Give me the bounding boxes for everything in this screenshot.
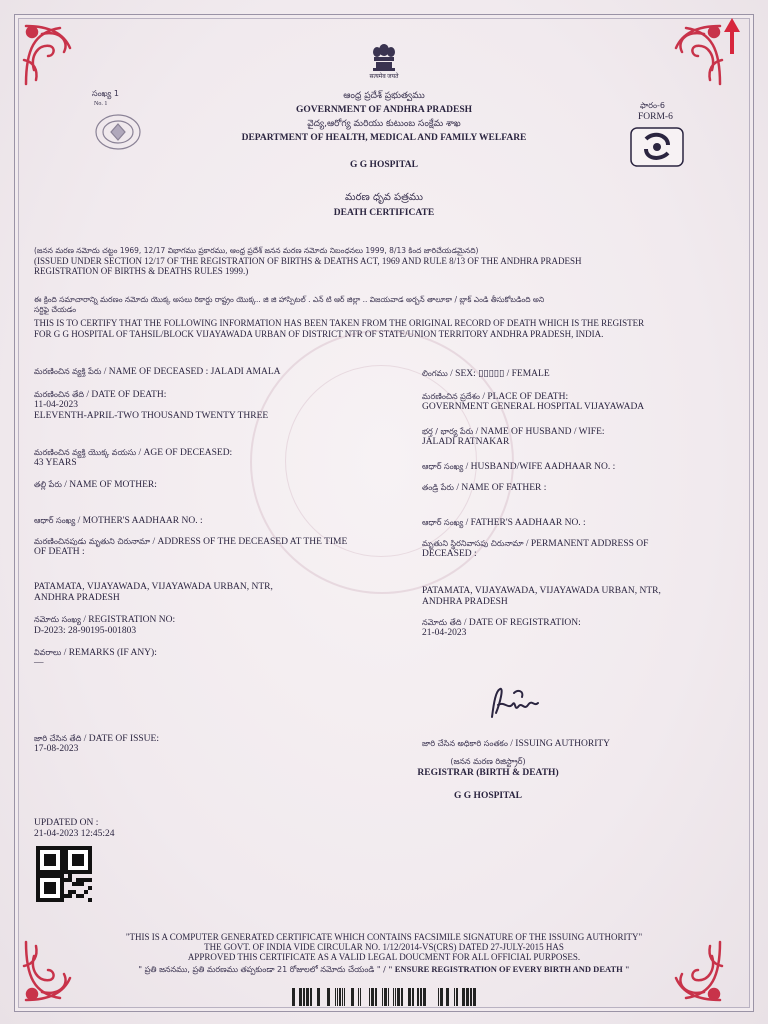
date-of-death-value: 11-04-2023: [34, 400, 78, 410]
issued-under-english-1: (ISSUED UNDER SECTION 12/17 OF THE REGISTRATION OF BIRTHS & DEATHS ACT, 1969 AND RULE 8/13 OF THE ANDHRA PRADESH: [34, 256, 582, 266]
barcode-icon: [290, 988, 480, 1006]
mother-name-row: [34, 479, 157, 491]
spouse-aadhaar-row: [422, 461, 615, 473]
place-of-death-value: GOVERNMENT GENERAL HOSPITAL VIJAYAWADA: [422, 402, 645, 412]
age-label: / AGE OF DECEASED:: [138, 448, 233, 458]
permanent-address-value-line-2: ANDHRA PRADESH: [422, 597, 508, 607]
footer-note-4-english: " ENSURE REGISTRATION OF EVERY BIRTH AND DEATH ": [387, 964, 630, 974]
deceased-name-row: [34, 366, 281, 378]
ap-state-seal-icon: [93, 112, 143, 157]
issuing-authority-label: / ISSUING AUTHORITY: [510, 739, 611, 749]
father-aadhaar-label: / FATHER'S AADHAAR NO. :: [465, 518, 586, 528]
permanent-address-label: / PERMANENT ADDRESS OF: [525, 539, 649, 549]
registration-date-value: 21-04-2023: [422, 628, 467, 638]
gov-title-english: GOVERNMENT OF ANDHRA PRADESH: [295, 105, 473, 115]
registration-no-value: D-2023: 28-90195-001803: [34, 626, 137, 636]
father-aadhaar-label-telugu: ఆధార్ సంఖ్య: [422, 518, 464, 527]
issue-date-label: / DATE OF ISSUE:: [83, 734, 159, 744]
form-label-english: FORM-6: [638, 112, 673, 122]
remarks-row: [34, 647, 157, 659]
issuing-authority-label-telugu: జారి చేసిన అధికారి సంతకం: [422, 739, 508, 748]
footer-note-1: "THIS IS A COMPUTER GENERATED CERTIFICATE WHICH CONTAINS FACSIMILE SIGNATURE OF THE ISSUING AUTHORITY": [125, 932, 643, 942]
place-of-death-label-telugu: మరణించిన ప్రదేశం: [422, 392, 480, 401]
mother-aadhaar-row: [34, 515, 203, 527]
footer-note-3: APPROVED THIS CERTIFICATE AS A VALID LEGAL DOUCMENT FOR ALL OFFICIAL PURPOSES.: [187, 952, 581, 962]
issue-date-label-telugu: జారి చేసిన తేది: [34, 734, 82, 743]
sex-row: [422, 368, 550, 380]
footer-note-4: [34, 964, 734, 975]
address-label-telugu: మరణించినపుడు మృతుని చిరునామా: [34, 537, 151, 546]
certify-telugu-1: ఈ క్రింది సమాచారాన్ని మరణం నమోదు యొక్క అసలు రికార్డు రాష్ట్రం యొక్క.. జి జి హాస్పిటల్ . ఎన్ టి ఆర్ జిల్లా .. విజయవాడ అర్బన్ తాలూకా / బ్లాక్ ఎండి తీసుకోబడింది అని: [34, 295, 545, 304]
date-of-death-words: ELEVENTH-APRIL-TWO THOUSAND TWENTY THREE: [34, 411, 269, 421]
father-aadhaar-row: [422, 517, 586, 529]
crs-logo-icon: [630, 127, 684, 172]
issuing-authority-row: [422, 738, 610, 750]
issued-under-telugu: (జనన మరణ నమోదు చట్టం 1969, 12/17 విభాగము ప్రకారము, ఆంధ్ర ప్రదేశ్ జనన మరణ నమోదు నిబంధనలు 1999, 8/13 కింద జారిచేయడమైనది): [34, 246, 479, 255]
registration-no-label-telugu: నమోదు సంఖ్య: [34, 615, 81, 624]
remarks-value: —: [34, 658, 44, 668]
father-name-label: / NAME OF FATHER :: [456, 483, 547, 493]
remarks-label: / REMARKS (IF ANY):: [63, 648, 157, 658]
permanent-address-label-continued: DECEASED :: [422, 549, 477, 559]
certify-english-2: FOR G G HOSPITAL OF TAHSIL/BLOCK VIJAYAWADA URBAN OF DISTRICT NTR OF STATE/UNION TERRITORY ANDHRA PRADESH, INDIA.: [34, 329, 604, 339]
registrar-signature: [484, 683, 544, 728]
serial-sub: No. 1: [94, 101, 108, 107]
spouse-name-label: / NAME OF HUSBAND / WIFE:: [475, 427, 605, 437]
remarks-label-telugu: వివరాలు: [34, 648, 62, 657]
deceased-name-label: / NAME OF DECEASED : JALADI AMALA: [103, 367, 281, 377]
hospital-heading: G G HOSPITAL: [350, 160, 418, 170]
date-of-death-label: / DATE OF DEATH:: [86, 390, 167, 400]
updated-on-value: 21-04-2023 12:45:24: [34, 829, 115, 839]
age-label-telugu: మరణించిన వ్యక్తి యొక్క వయసు: [34, 448, 137, 457]
spouse-name-value: JALADI RATNAKAR: [422, 437, 510, 447]
footer-note-2: THE GOVT. OF INDIA VIDE CIRCULAR NO. 1/12/2014-VS(CRS) DATED 27-JULY-2015 HAS: [204, 942, 564, 952]
registrar-title: REGISTRAR (BIRTH & DEATH): [417, 768, 559, 778]
registrar-title-telugu: (జనన మరణ రిజిస్ట్రార్): [450, 757, 526, 766]
deceased-name-label-telugu: మరణించిన వ్యక్తి పేరు: [34, 367, 102, 376]
place-of-death-label: / PLACE OF DEATH:: [482, 392, 569, 402]
certificate-title-telugu: మరణ ధృవ పత్రము: [345, 192, 423, 203]
registration-no-label: / REGISTRATION NO:: [83, 615, 176, 625]
corner-ornament-top-left: [20, 20, 90, 90]
permanent-address-label-telugu: మృతుని స్థిరనివాసపు చిరునామా: [422, 539, 524, 548]
issue-date-value: 17-08-2023: [34, 744, 79, 754]
father-name-row: [422, 482, 546, 494]
serial-label: సంఖ్య 1: [92, 89, 119, 98]
arrow-up-icon: [722, 16, 742, 61]
certify-telugu-2: సర్టిఫై చేయడం: [34, 305, 77, 314]
spouse-name-label-telugu: భర్త / భార్య పేరు: [422, 427, 474, 436]
address-label-continued: OF DEATH :: [34, 547, 85, 557]
spouse-aadhaar-label-telugu: ఆధార్ సంఖ్య: [422, 462, 464, 471]
mother-name-label: / NAME OF MOTHER:: [64, 480, 157, 490]
corner-ornament-top-right: [656, 20, 726, 90]
registration-date-label: / DATE OF REGISTRATION:: [463, 618, 581, 628]
dept-title-telugu: వైద్య,ఆరోగ్య మరియు కుటుంబ సంక్షేమ శాఖ: [307, 119, 461, 129]
mother-aadhaar-label-telugu: ఆధార్ సంఖ్య: [34, 516, 76, 525]
emblem-motto: सत्यमेव जयते: [369, 74, 399, 80]
address-value-line-1: PATAMATA, VIJAYAWADA, VIJAYAWADA URBAN, NTR,: [34, 582, 273, 592]
issuing-authority-hospital: G G HOSPITAL: [454, 791, 522, 801]
sex-label: / SEX: ▯▯▯▯▯ / FEMALE: [450, 369, 550, 379]
mother-name-label-telugu: తల్లి పేరు: [34, 480, 62, 489]
permanent-address-value-line-1: PATAMATA, VIJAYAWADA, VIJAYAWADA URBAN, NTR,: [422, 586, 661, 596]
spouse-aadhaar-label: / HUSBAND/WIFE AADHAAR NO. :: [465, 462, 616, 472]
registration-no-row: [34, 614, 175, 626]
certificate-title-english: DEATH CERTIFICATE: [333, 208, 435, 218]
age-value: 43 YEARS: [34, 458, 77, 468]
gov-title-telugu: ఆంధ్ర ప్రదేశ్ ప్రభుత్వము: [343, 91, 425, 101]
father-name-label-telugu: తండ్రి పేరు: [422, 483, 454, 492]
certify-english-1: THIS IS TO CERTIFY THAT THE FOLLOWING INFORMATION HAS BEEN TAKEN FROM THE ORIGINAL RECORD OF DEATH WHICH IS THE REGISTER: [34, 318, 645, 328]
registration-date-label-telugu: నమోదు తేది: [422, 618, 462, 627]
updated-on-label: UPDATED ON :: [34, 818, 99, 828]
address-value-line-2: ANDHRA PRADESH: [34, 593, 120, 603]
date-of-death-label-telugu: మరణించిన తేది: [34, 390, 85, 399]
dept-title-english: DEPARTMENT OF HEALTH, MEDICAL AND FAMILY WELFARE: [241, 133, 527, 143]
address-label: / ADDRESS OF THE DECEASED AT THE TIME: [152, 537, 348, 547]
footer-note-4-telugu: " ప్రతి జననము, ప్రతి మరణము తప్పకుండా 21 రోజులలో నమోదు చేయండి " /: [138, 965, 386, 974]
qr-code-icon: [36, 846, 92, 902]
issued-under-english-2: REGISTRATION OF BIRTHS & DEATHS RULES 1999.): [34, 266, 249, 276]
form-label-telugu: ఫారం-6: [640, 101, 666, 110]
mother-aadhaar-label: / MOTHER'S AADHAAR NO. :: [77, 516, 203, 526]
sex-label-telugu: లింగము: [422, 369, 448, 378]
